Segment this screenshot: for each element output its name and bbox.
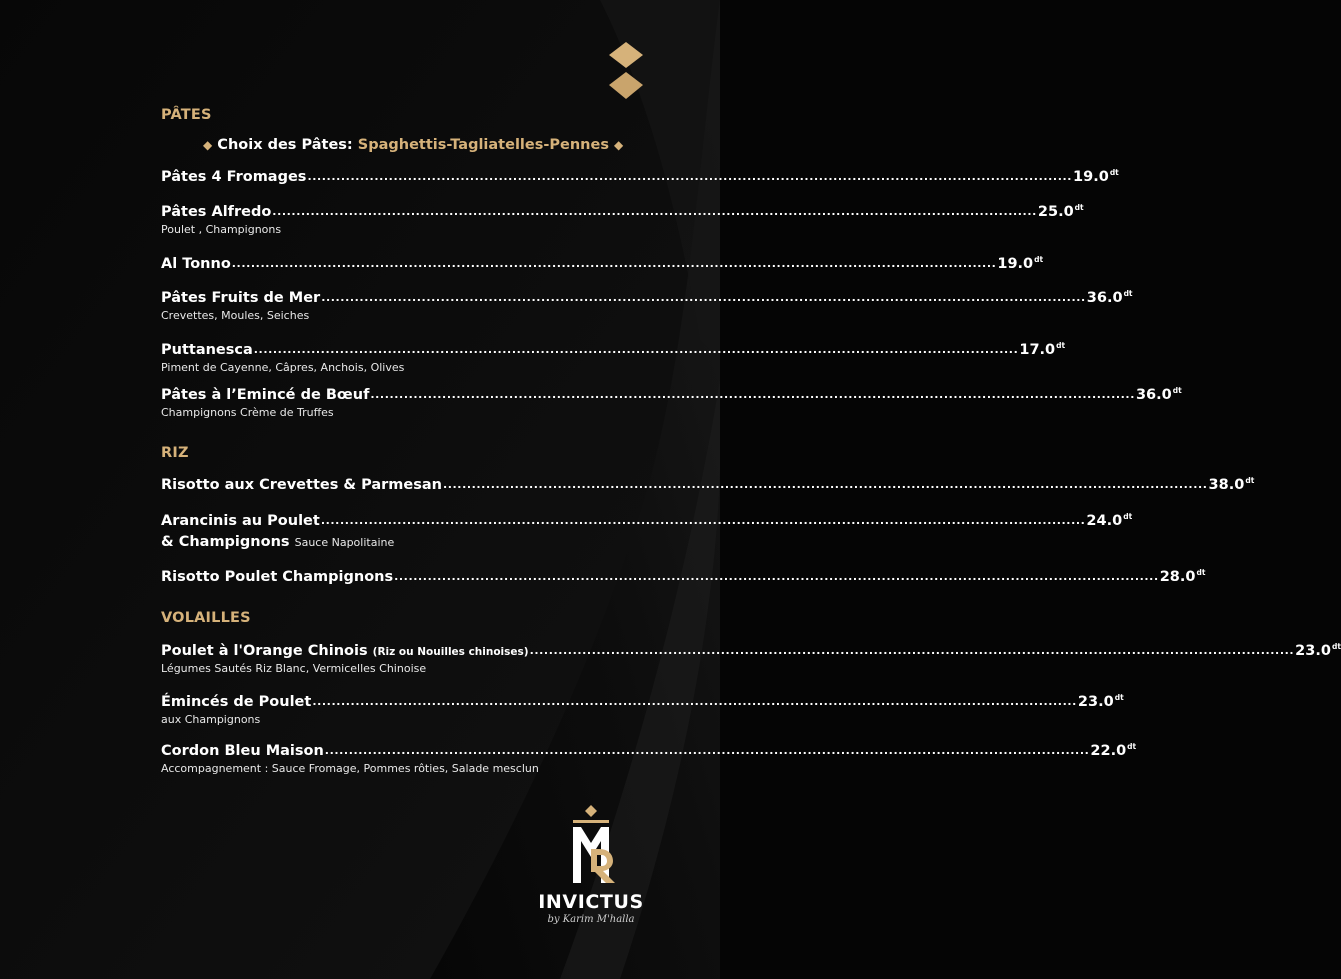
- menu-item-arancinis: [161, 511, 1133, 550]
- invictus-logo: [527, 803, 655, 933]
- item-price: $17.0^{dt}$: [1019, 341, 1066, 358]
- pasta-choice-line: [203, 137, 623, 153]
- item-description: Crevettes, Moules, Seiches: [161, 309, 310, 322]
- menu-item-risotto-crevettes: [161, 475, 1255, 493]
- dot-leader: ................................................................................................................................................................: [324, 744, 1090, 757]
- item-sauce-note: Sauce Napolitaine: [294, 536, 395, 549]
- item-name-continued: & Champignons Sauce Napolitaine: [161, 534, 395, 550]
- item-name: Pâtes 4 Fromages: [161, 169, 307, 185]
- menu-item-pates-fruits-de-mer: [161, 288, 1133, 322]
- brand-tagline: by Karim M'halla: [547, 914, 635, 925]
- dot-leader: ................................................................................................................................................................: [529, 644, 1295, 657]
- item-price: $28.0^{dt}$: [1159, 568, 1206, 585]
- menu-item-puttanesca: [161, 340, 1066, 374]
- pasta-choice-options: Spaghettis-Tagliatelles-Pennes: [357, 137, 609, 153]
- dot-leader: ................................................................................................................................................................: [320, 514, 1086, 527]
- item-name: Arancinis au Poulet: [161, 513, 320, 529]
- item-name: Pâtes Alfredo: [161, 204, 272, 220]
- item-price: $23.0^{dt}$: [1077, 693, 1124, 710]
- item-price: $19.0^{dt}$: [1073, 168, 1119, 185]
- menu-item-pates-4-fromages: [161, 167, 1119, 185]
- item-name: Al Tonno: [161, 256, 231, 272]
- dot-leader: ................................................................................................................................................................: [231, 257, 997, 270]
- item-price: $19.0^{dt}$: [997, 255, 1044, 272]
- section-heading-volailles: VOLAILLES: [161, 610, 251, 626]
- pasta-choice-label: Choix des Pâtes:: [217, 137, 353, 153]
- item-name: Poulet à l'Orange Chinois (Riz ou Nouilles chinoises): [161, 643, 529, 659]
- item-price: $22.0^{dt}$: [1090, 742, 1137, 759]
- dot-leader: ................................................................................................................................................................: [307, 170, 1073, 183]
- menu-item-poulet-orange: [161, 641, 1341, 675]
- dot-leader: ................................................................................................................................................................: [321, 291, 1086, 304]
- dot-leader: ................................................................................................................................................................: [253, 343, 1019, 356]
- item-description: Légumes Sautés Riz Blanc, Vermicelles Chinoise: [161, 662, 427, 675]
- item-name: Pâtes Fruits de Mer: [161, 290, 321, 306]
- item-description: Champignons Crème de Truffes: [161, 406, 334, 419]
- item-price: $25.0^{dt}$: [1037, 203, 1084, 220]
- gold-double-diamond-icon: [608, 42, 644, 100]
- item-name: Émincés de Poulet: [161, 694, 312, 710]
- section-heading-pates: PÂTES: [161, 107, 212, 123]
- crowned-monogram-icon: [527, 803, 655, 889]
- menu-item-al-tonno: [161, 254, 1044, 272]
- item-description: Accompagnement : Sauce Fromage, Pommes rôties, Salade mesclun: [161, 762, 539, 775]
- item-price: $23.0^{dt}$: [1295, 642, 1341, 659]
- brand-name: INVICTUS: [538, 891, 644, 913]
- diamond-bullet-icon: ◆: [614, 138, 624, 152]
- item-description: aux Champignons: [161, 713, 261, 726]
- item-price: $36.0^{dt}$: [1135, 386, 1182, 403]
- dot-leader: ................................................................................................................................................................: [272, 205, 1037, 218]
- item-name: Cordon Bleu Maison: [161, 743, 324, 759]
- menu-item-pates-alfredo: [161, 202, 1084, 236]
- dot-leader: ................................................................................................................................................................: [394, 570, 1159, 583]
- item-name: Risotto aux Crevettes & Parmesan: [161, 477, 442, 493]
- item-price: $24.0^{dt}$: [1086, 512, 1133, 529]
- section-heading-riz: RIZ: [161, 445, 189, 461]
- item-name-note: (Riz ou Nouilles chinoises): [372, 646, 529, 658]
- item-price: $38.0^{dt}$: [1208, 476, 1255, 493]
- item-description: Poulet , Champignons: [161, 223, 282, 236]
- item-description: Piment de Cayenne, Câpres, Anchois, Olives: [161, 361, 405, 374]
- dot-leader: ................................................................................................................................................................: [370, 388, 1135, 401]
- item-price: $36.0^{dt}$: [1086, 289, 1133, 306]
- item-name: Pâtes à l’Emincé de Bœuf: [161, 387, 370, 403]
- dot-leader: ................................................................................................................................................................: [442, 478, 1208, 491]
- menu-item-eminces-poulet: [161, 692, 1124, 726]
- diamond-bullet-icon: ◆: [203, 138, 213, 152]
- dot-leader: ................................................................................................................................................................: [312, 695, 1077, 708]
- menu-item-pates-emince-boeuf: [161, 385, 1182, 419]
- item-name: Puttanesca: [161, 342, 253, 358]
- menu-item-cordon-bleu: [161, 741, 1137, 775]
- menu-item-risotto-poulet: [161, 567, 1206, 585]
- item-name: Risotto Poulet Champignons: [161, 569, 394, 585]
